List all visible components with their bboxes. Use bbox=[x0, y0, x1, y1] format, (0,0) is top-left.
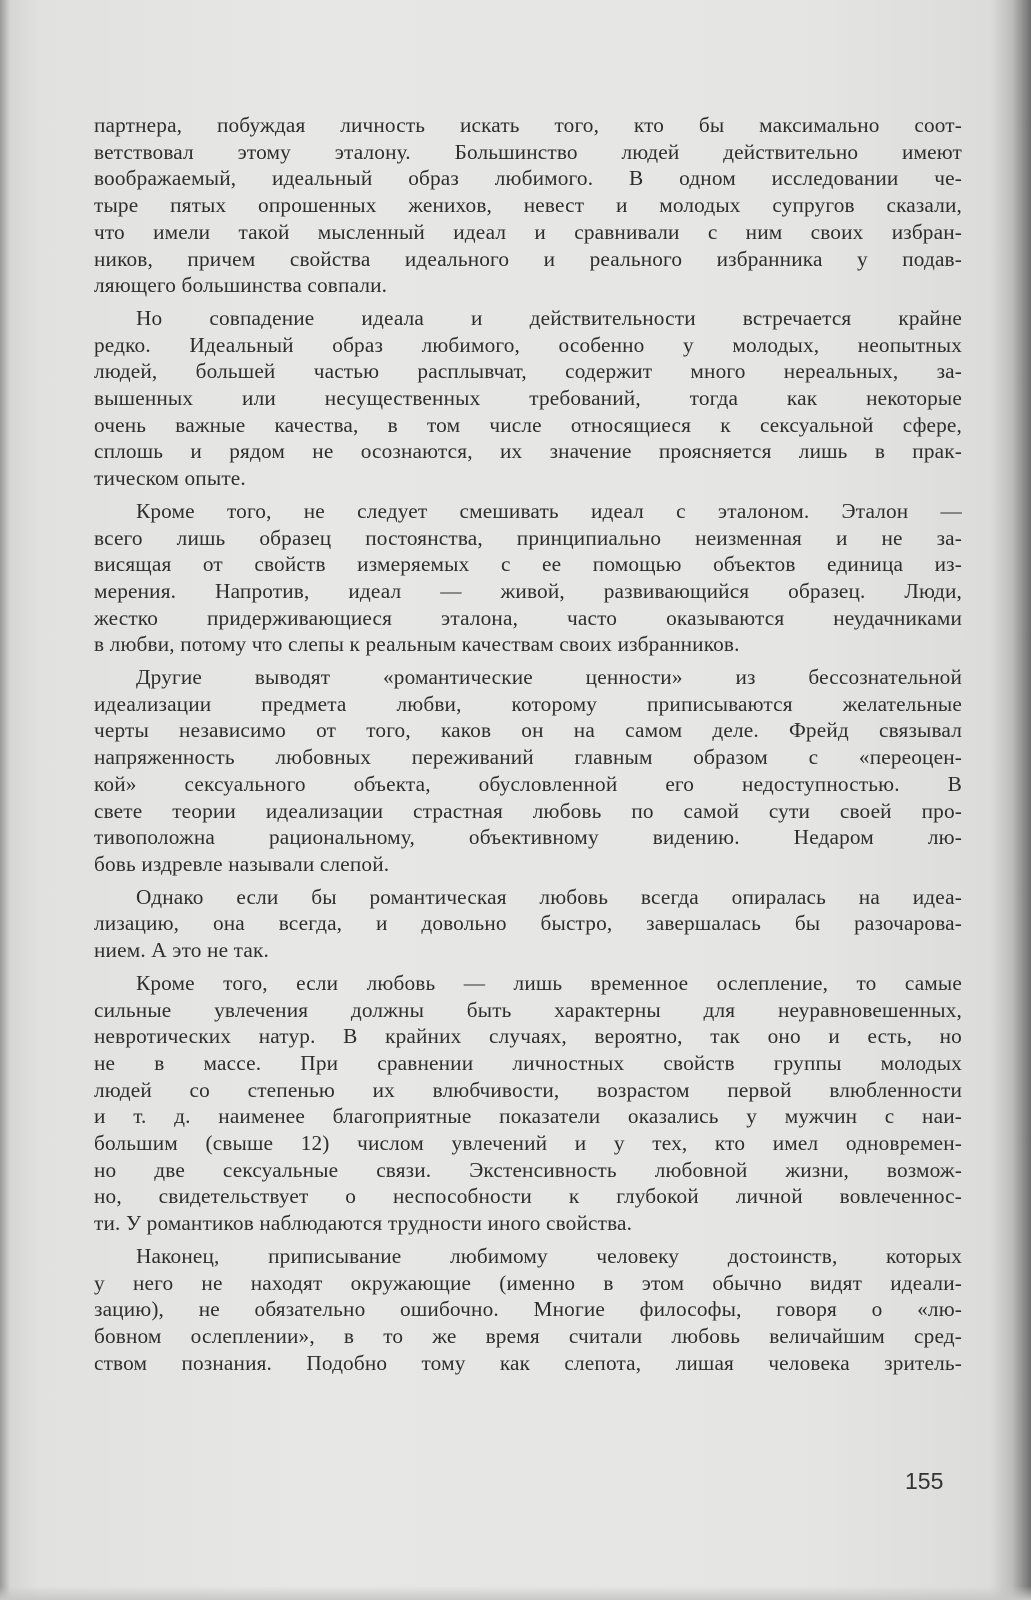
paragraph bbox=[94, 112, 962, 299]
text-line: ников, причем свойства идеального и реального избранника у подав- bbox=[94, 246, 962, 271]
text-line: большим (свыше 12) числом увлечений и у тех, кто имел одновремен- bbox=[94, 1131, 962, 1156]
text-line: не в массе. При сравнении личностных свойств группы молодых bbox=[94, 1050, 962, 1075]
text-line: людей со степенью их влюбчивости, возрастом первой влюбленности bbox=[94, 1077, 962, 1102]
text-line: напряженность любовных переживаний главным образом с «переоцен- bbox=[94, 745, 962, 770]
text-line: невротических натур. В крайних случаях, вероятно, так оно и есть, но bbox=[94, 1024, 962, 1049]
paragraph bbox=[94, 305, 962, 492]
text-line: в любви, потому что слепы к реальным качествам своих избранников. bbox=[94, 632, 740, 657]
text-line: воображаемый, идеальный образ любимого. В одном исследовании че- bbox=[94, 166, 962, 191]
text-line: зацию), не обязательно ошибочно. Многие философы, говоря о «лю- bbox=[94, 1297, 962, 1322]
text-line: бовном ослеплении», в то же время считали любовь величайшим сред- bbox=[94, 1323, 962, 1348]
text-line: нием. А это не так. bbox=[94, 938, 269, 963]
page-number: 155 bbox=[905, 1468, 944, 1494]
paragraph bbox=[94, 970, 962, 1237]
text-line: Наконец, приписывание любимому человеку достоинств, которых bbox=[136, 1243, 962, 1268]
text-line: висящая от свойств измеряемых с ее помощью объектов единица из- bbox=[94, 552, 962, 577]
text-line: свете теории идеализации страстная любовь по самой сути своей про- bbox=[94, 798, 962, 823]
text-line: всего лишь образец постоянства, принципиально неизменная и не за- bbox=[94, 525, 962, 550]
text-line: тивоположна рациональному, объективному видению. Недаром лю- bbox=[94, 825, 962, 850]
paragraph bbox=[94, 664, 962, 878]
text-line: редко. Идеальный образ любимого, особенно у молодых, неопытных bbox=[94, 332, 962, 357]
text-line: ляющего большинства совпали. bbox=[94, 273, 388, 298]
text-line: черты независимо от того, каков он на самом деле. Фрейд связывал bbox=[94, 718, 962, 743]
text-line: вышенных или несущественных требований, тогда как некоторые bbox=[94, 386, 962, 411]
text-line: тыре пятых опрошенных женихов, невест и молодых супругов сказали, bbox=[94, 193, 962, 218]
text-line: у него не находят окружающие (именно в этом обычно видят идеали- bbox=[94, 1270, 962, 1295]
text-line: лизацию, она всегда, и довольно быстро, завершалась бы разочарова- bbox=[94, 911, 962, 936]
text-line: бовь издревле называли слепой. bbox=[94, 851, 390, 876]
text-line: людей, большей частью расплывчат, содержит много нереальных, за- bbox=[94, 359, 962, 384]
text-line: тическом опыте. bbox=[94, 466, 246, 491]
text-line: сильные увлечения должны быть характерны для неуравновешенных, bbox=[94, 997, 962, 1022]
text-line: мерения. Напротив, идеал — живой, развивающийся образец. Люди, bbox=[94, 578, 962, 603]
paragraph bbox=[94, 884, 962, 964]
text-line: Кроме того, если любовь — лишь временное ослепление, то самые bbox=[136, 970, 962, 995]
text-line: ти. У романтиков наблюдаются трудности иного свойства. bbox=[94, 1211, 633, 1236]
text-line: что имели такой мысленный идеал и сравнивали с ним своих избран- bbox=[94, 219, 962, 244]
text-line: идеализации предмета любви, которому приписываются желательные bbox=[94, 691, 962, 716]
text-line: но, свидетельствует о неспособности к глубокой личной вовлеченнос- bbox=[94, 1184, 962, 1209]
text-line: жестко придерживающиеся эталона, часто оказываются неудачниками bbox=[94, 605, 962, 630]
body-text bbox=[94, 112, 962, 1382]
text-line: ством познания. Подобно тому как слепота, лишая человека зритель- bbox=[94, 1350, 962, 1375]
text-line: Другие выводят «романтические ценности» из бессознательной bbox=[136, 665, 962, 690]
text-line: кой» сексуального объекта, обусловленной его недоступностью. В bbox=[94, 771, 962, 796]
text-line: и т. д. наименее благоприятные показатели оказались у мужчин с наи- bbox=[94, 1104, 962, 1129]
text-line: ветствовал этому эталону. Большинство людей действительно имеют bbox=[94, 139, 962, 164]
paragraph bbox=[94, 1243, 962, 1377]
text-line: партнера, побуждая личность искать того, кто бы максимально соот- bbox=[94, 113, 962, 137]
text-line: Но совпадение идеала и действительности встречается крайне bbox=[136, 305, 962, 330]
text-line: но две сексуальные связи. Экстенсивность любовной жизни, возмож- bbox=[94, 1157, 962, 1182]
text-line: сплошь и рядом не осознаются, их значение проясняется лишь в прак- bbox=[94, 439, 962, 464]
spine-shadow bbox=[0, 0, 10, 1600]
page-edge-shade bbox=[0, 1586, 1031, 1600]
paragraph bbox=[94, 498, 962, 658]
text-line: очень важные качества, в том числе относящиеся к сексуальной сфере, bbox=[94, 412, 962, 437]
text-line: Однако если бы романтическая любовь всегда опиралась на идеа- bbox=[136, 884, 962, 909]
text-line: Кроме того, не следует смешивать идеал с эталоном. Эталон — bbox=[136, 498, 962, 523]
